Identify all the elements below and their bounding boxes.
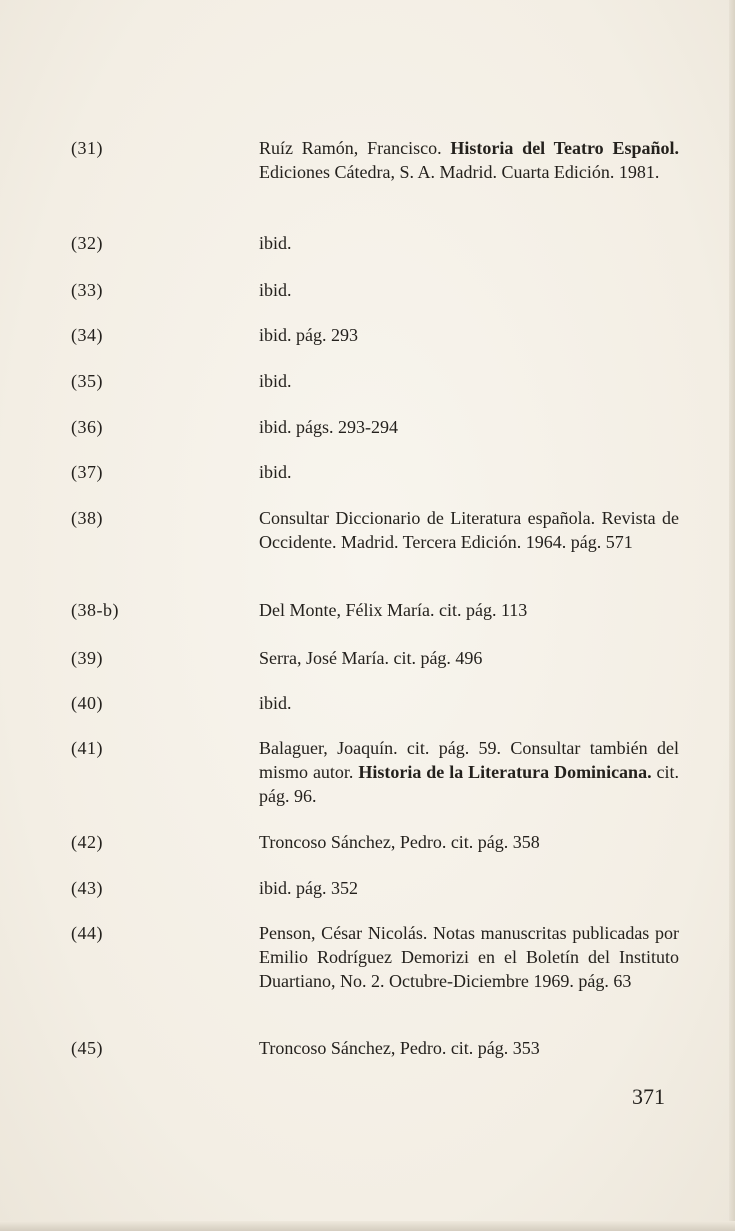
endnote-number: (39) [71, 648, 103, 668]
endnote-text [259, 921, 679, 993]
endnote-segment: ibid. págs. 293-294 [259, 417, 398, 437]
endnote-text [259, 691, 679, 715]
endnote-segment: Troncoso Sánchez, Pedro. cit. pág. 353 [259, 1038, 540, 1058]
endnote-text [259, 323, 679, 347]
endnote-segment: cit. pág. 96. [259, 762, 680, 806]
endnote-text [259, 231, 679, 255]
page-bottom-shadow [0, 1221, 735, 1231]
endnote-text [259, 876, 679, 900]
endnote-title: Historia de la Literatura Dominicana. [358, 762, 652, 782]
endnote-number: (45) [71, 1038, 103, 1058]
endnote-text [259, 736, 679, 808]
endnote-number: (43) [71, 878, 103, 898]
endnote-number: (42) [71, 832, 103, 852]
endnote-number: (38) [71, 508, 103, 528]
endnote-number: (32) [71, 233, 103, 253]
endnote-number: (34) [71, 325, 103, 345]
endnote-title: Historia del Teatro Español. [450, 138, 679, 158]
endnote-segment: Troncoso Sánchez, Pedro. cit. pág. 358 [259, 832, 540, 852]
endnote-segment: Penson, César Nicolás. Notas manuscritas publicadas por Emilio Rodríguez Demorizi en el Boletín del Instituto Duartiano, No. 2. Octubre-Diciembre 1969. pág. 63 [259, 923, 679, 991]
page-number: 371 [632, 1084, 665, 1109]
endnote-number: (31) [71, 138, 103, 158]
endnote-text [259, 1036, 679, 1060]
endnote-segment: ibid. pág. 293 [259, 325, 358, 345]
endnote-text [259, 136, 679, 184]
endnote-number: (41) [71, 738, 103, 758]
endnote-segment: Consultar Diccionario de Literatura española. Revista de Occidente. Madrid. Tercera Edición. 1964. pág. 571 [259, 508, 679, 552]
endnote-text [259, 598, 679, 622]
endnote-segment: Serra, José María. cit. pág. 496 [259, 648, 483, 668]
endnote-segment: ibid. [259, 371, 292, 391]
endnote-segment: ibid. [259, 693, 292, 713]
endnote-text [259, 830, 679, 854]
endnote-segment: ibid. [259, 280, 292, 300]
endnote-number: (44) [71, 923, 103, 943]
endnote-segment: ibid. [259, 462, 292, 482]
endnote-segment: ibid. [259, 233, 292, 253]
endnote-number: (37) [71, 462, 103, 482]
endnote-number: (35) [71, 371, 103, 391]
endnote-segment: Balaguer, Joaquín. cit. pág. 59. Consultar también del mismo autor. [259, 738, 679, 782]
endnote-text [259, 460, 679, 484]
endnote-text [259, 278, 679, 302]
endnote-segment: Del Monte, Félix María. cit. pág. 113 [259, 600, 528, 620]
endnote-number: (36) [71, 417, 103, 437]
endnote-segment: Ediciones Cátedra, S. A. Madrid. Cuarta Edición. 1981. [259, 162, 660, 182]
endnote-text [259, 415, 679, 439]
endnote-number: (38-b) [71, 600, 119, 620]
endnote-segment: Ruíz Ramón, Francisco. [259, 138, 451, 158]
page-edge-shadow [729, 0, 735, 1231]
endnote-segment: ibid. pág. 352 [259, 878, 358, 898]
endnote-text [259, 369, 679, 393]
endnote-number: (40) [71, 693, 103, 713]
endnote-number: (33) [71, 280, 103, 300]
endnote-text [259, 646, 679, 670]
endnote-text [259, 506, 679, 554]
